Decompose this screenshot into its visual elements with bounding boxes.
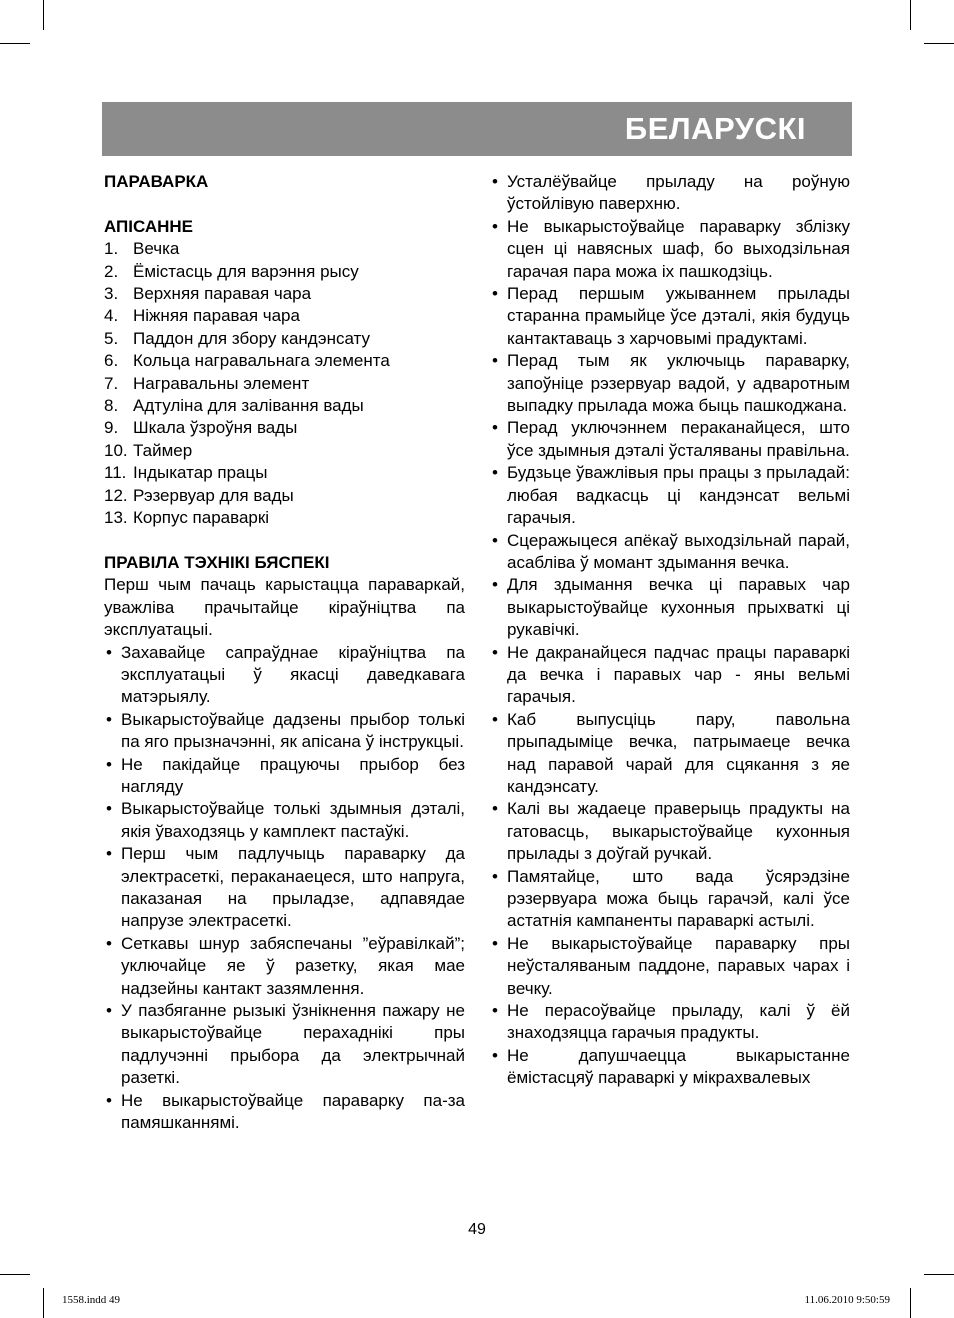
- safety-bullet-item: [490, 574, 850, 641]
- safety-bullet-text: Не пакiдайце працуючы прыбор без нагляду: [121, 754, 465, 796]
- safety-bullet-text: Перад тым як уключыць параварку, запоўнiце рэзервуар вадой, у адваротным выпадку прылада можа быць пашкоджана.: [507, 351, 850, 416]
- safety-bullet-text: Калi вы жадаеце праверыць прадукты на гатовасць, выкарыстоўвайце кухонныя прылады з доўгай ручкай.: [507, 799, 850, 864]
- safety-bullet-text: Усталёўвайце прыладу на роўную ўстойлiвую паверхню.: [507, 172, 850, 214]
- safety-bullet-item: [490, 1000, 850, 1045]
- bullet-icon: •: [492, 642, 498, 662]
- safety-bullet-text: Будзьце ўважлiвыя пры працы з прыладай: любая вадкасць цi кандэнсат вельмi гарачыя.: [507, 463, 850, 528]
- bullet-icon: •: [492, 709, 498, 729]
- safety-bullet-text: Перш чым падлучыць параварку да электрасеткi, пераканаецеся, што напруга, паказаная на прыладзе, адпавядае напрузе электрасеткi.: [121, 844, 465, 931]
- bullet-icon: •: [492, 575, 498, 595]
- safety-bullet-item: [490, 530, 850, 575]
- part-number: 13.: [104, 508, 128, 528]
- part-item: [104, 328, 465, 350]
- crop-mark: [924, 1274, 954, 1275]
- crop-mark: [0, 1274, 30, 1275]
- part-number: 6.: [104, 351, 119, 371]
- safety-bullet-item: [104, 933, 465, 1000]
- part-label: Адтулiна для залiвання вады: [133, 396, 364, 416]
- safety-bullet-text: Выкарыстоўвайце толькi здымныя дэталi, якiя ўваходзяць у камплект пастаўкi.: [121, 799, 465, 841]
- safety-bullet-text: Не дапушчаецца выкарыстанне ёмiстасцяў параваркi у мiкрахвалевых: [507, 1045, 850, 1088]
- safety-bullet-item: [490, 171, 850, 216]
- safety-bullet-item: [490, 462, 850, 529]
- part-label: Верхняя паравая чара: [133, 284, 312, 304]
- safety-bullet-text: Сцеражыцеся апёкаў выходзiльнай парай, асаблiва ў момант здымання вечка.: [507, 530, 850, 572]
- safety-heading: ПРАВIЛА ТЭХНIКI БЯСПЕКI: [104, 552, 330, 572]
- crop-mark: [910, 1288, 911, 1318]
- safety-bullet-text: У пазбяганне рызыкi ўзнiкнення пажару не выкарыстоўвайце перахаднiкi пры падлучэннi прыбора да электрычнай разеткi.: [121, 1001, 465, 1088]
- bullet-icon: •: [492, 351, 498, 371]
- safety-bullet-text: Каб выпусцiць пару, павольна прыпадымiце вечка, патрымаеце вечка над паравой чарай для сцякання з яе кандэнсату.: [507, 709, 850, 796]
- bullet-icon: •: [106, 709, 112, 729]
- language-header-band: [102, 102, 852, 156]
- crop-mark: [924, 43, 954, 44]
- part-number: 1.: [104, 239, 119, 259]
- part-label: Таймер: [133, 440, 193, 460]
- bullet-icon: •: [106, 844, 112, 864]
- bullet-icon: •: [492, 866, 498, 886]
- part-label: Нiжняя паравая чара: [133, 306, 300, 326]
- part-item: [104, 440, 465, 462]
- part-item: [104, 238, 465, 260]
- parts-list: [104, 238, 465, 529]
- bullet-icon: •: [492, 933, 498, 953]
- product-title: ПАРАВАРКА: [104, 172, 209, 191]
- part-number: 2.: [104, 261, 119, 281]
- safety-bullet-list-continued: [490, 171, 850, 1090]
- bullet-icon: •: [106, 799, 112, 819]
- safety-bullet-item: [490, 933, 850, 1000]
- left-column: [104, 171, 465, 1134]
- safety-bullet-item: [104, 843, 465, 933]
- bullet-icon: •: [492, 172, 498, 191]
- part-number: 12.: [104, 485, 128, 505]
- bullet-icon: •: [492, 463, 498, 483]
- safety-bullet-text: Не выкарыстоўвайце параварку па-за памяшканнямi.: [121, 1090, 465, 1133]
- part-label: Кольца награвальнага элемента: [133, 351, 390, 371]
- part-label: Корпус параваркi: [133, 508, 270, 528]
- crop-mark: [0, 43, 30, 44]
- safety-bullet-item: [104, 798, 465, 843]
- part-number: 11.: [104, 463, 127, 483]
- bullet-icon: •: [492, 1001, 498, 1021]
- part-item: [104, 485, 465, 507]
- safety-bullet-text: Для здымання вечка цi паравых чар выкарыстоўвайце кухонныя прыхваткi цi рукавiчкi.: [507, 575, 850, 640]
- bullet-icon: •: [492, 418, 498, 438]
- safety-bullet-item: [490, 642, 850, 709]
- safety-bullet-item: [490, 216, 850, 283]
- part-number: 5.: [104, 328, 119, 348]
- part-number: 10.: [104, 440, 128, 460]
- right-column: [490, 171, 850, 1090]
- safety-bullet-text: Не перасоўвайце прыладу, калi ў ёй знаходзяцца гарачыя прадукты.: [507, 1001, 850, 1043]
- part-item: [104, 417, 465, 439]
- part-item: [104, 350, 465, 372]
- spacer: [104, 193, 465, 215]
- bullet-icon: •: [106, 933, 112, 953]
- safety-bullet-item: [490, 798, 850, 865]
- safety-intro: Перш чым пачаць карыстацца параваркай, уважлiва прачытайце кiраўнiцтва па эксплуатацыi.: [104, 575, 465, 640]
- safety-bullet-list: [104, 642, 465, 1135]
- part-label: Ёмiстасць для варэння рысу: [133, 261, 359, 281]
- safety-bullet-item: [104, 642, 465, 709]
- part-label: Iндыкатар працы: [133, 463, 268, 483]
- part-item: [104, 462, 465, 484]
- part-number: 3.: [104, 284, 119, 304]
- safety-bullet-text: Не выкарыстоўвайце параварку зблiзку сцен цi навясных шаф, бо выходзiльная гарачая пара можа iх пашкодзiць.: [507, 216, 850, 281]
- safety-bullet-item: [490, 283, 850, 350]
- crop-mark: [43, 0, 44, 30]
- bullet-icon: •: [492, 1045, 498, 1065]
- safety-bullet-text: Перад уключэннем пераканайцеся, што ўсе здымныя дэталi ўсталяваны правiльна.: [507, 418, 850, 460]
- part-item: [104, 283, 465, 305]
- part-label: Рэзервуар для вады: [133, 485, 294, 505]
- safety-bullet-text: Не дакранайцеся падчас працы параваркi да вечка i паравых чар - яны вельмi гарачыя.: [507, 642, 850, 707]
- part-label: Награвальны элемент: [133, 373, 310, 393]
- part-item: [104, 395, 465, 417]
- bullet-icon: •: [492, 284, 498, 304]
- safety-bullet-text: Захавайце сапраўднае кiраўнiцтва па эксплуатацыi ў якасцi даведкавага матэрыялу.: [121, 642, 465, 707]
- safety-bullet-item: [104, 1090, 465, 1135]
- part-number: 9.: [104, 418, 119, 438]
- bullet-icon: •: [106, 1090, 112, 1110]
- safety-bullet-item: [490, 709, 850, 799]
- part-number: 8.: [104, 396, 119, 416]
- spacer: [104, 529, 465, 551]
- safety-bullet-item: [104, 1000, 465, 1090]
- safety-bullet-item: [490, 1045, 850, 1090]
- crop-mark: [910, 0, 911, 30]
- part-item: [104, 507, 465, 529]
- print-slug-file: 1558.indd 49: [62, 1294, 121, 1306]
- print-slug-datetime: 11.06.2010 9:50:59: [804, 1294, 890, 1306]
- part-number: 7.: [104, 373, 119, 393]
- safety-bullet-item: [490, 866, 850, 933]
- part-item: [104, 373, 465, 395]
- part-item: [104, 305, 465, 327]
- part-item: [104, 261, 465, 283]
- crop-mark: [43, 1288, 44, 1318]
- bullet-icon: •: [106, 1001, 112, 1020]
- bullet-icon: •: [106, 642, 112, 662]
- part-label: Вечка: [133, 239, 180, 259]
- part-label: Шкала ўзроўня вады: [133, 418, 298, 438]
- bullet-icon: •: [492, 530, 498, 550]
- bullet-icon: •: [492, 216, 498, 236]
- description-heading: АПIСАННЕ: [104, 216, 194, 236]
- part-number: 4.: [104, 306, 119, 326]
- safety-bullet-item: [104, 754, 465, 799]
- bullet-icon: •: [106, 754, 112, 774]
- safety-bullet-item: [104, 709, 465, 754]
- safety-bullet-text: Памятайце, што вада ўсярэдзiне рэзервуара можа быць гарачэй, калi ўсе астатнiя кампаненты параваркi астылi.: [507, 866, 850, 931]
- safety-bullet-text: Перад першым ужываннем прылады старанна прамыйце ўсе дэталi, якiя будуць кантактаваць з харчовымi прадуктамi.: [507, 284, 850, 348]
- safety-bullet-text: Выкарыстоўвайце дадзены прыбор толькi па яго прызначэннi, як апiсана ў iнструкцыi.: [121, 709, 465, 752]
- safety-bullet-text: Сеткавы шнур забяспечаны ”еўравiлкай”; уключайце яе ў разетку, якая мае надзейны кантакт зазямлення.: [121, 933, 465, 998]
- safety-bullet-item: [490, 350, 850, 417]
- safety-bullet-item: [490, 417, 850, 462]
- safety-bullet-text: Не выкарыстоўвайце параварку пры неўсталяваным паддоне, паравых чарах i вечку.: [507, 933, 850, 998]
- page-number: 49: [468, 1221, 486, 1238]
- language-title: БЕЛАРУСКI: [624, 111, 806, 146]
- part-label: Паддон для збору кандэнсату: [133, 328, 371, 348]
- bullet-icon: •: [492, 799, 498, 819]
